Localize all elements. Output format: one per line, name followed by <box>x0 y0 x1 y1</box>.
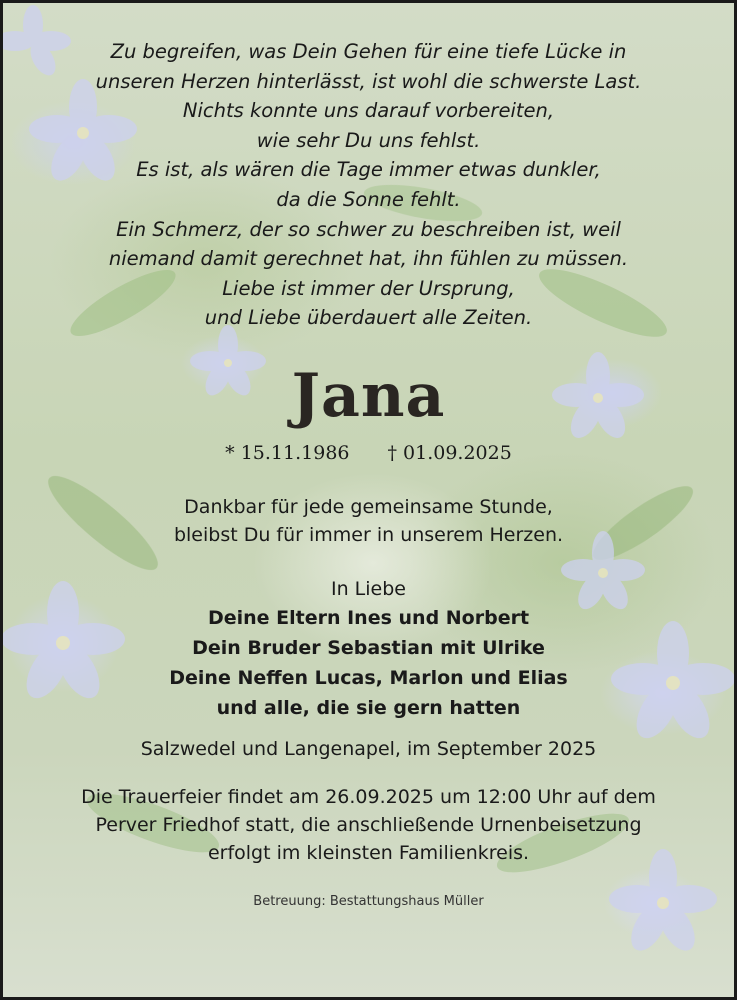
poem-line: da die Sonne fehlt. <box>276 187 461 211</box>
notice-content <box>3 3 734 911</box>
life-dates <box>3 441 734 465</box>
family-line: und alle, die sie gern hatten <box>216 696 521 719</box>
thanks-text <box>3 493 734 549</box>
place-date: Salzwedel und Langenapel, im September 2025 <box>140 737 597 760</box>
thanks-line: Dankbar für jede gemeinsame Stunde, <box>184 495 553 518</box>
poem-line: Zu begreifen, was Dein Gehen für eine tiefe Lücke in <box>110 40 627 63</box>
poem-line: Liebe ist immer der Ursprung, <box>222 276 515 300</box>
birth-date: * 15.11.1986 <box>225 441 350 464</box>
family-line: Deine Eltern Ines und Norbert <box>207 606 530 629</box>
death-date: † 01.09.2025 <box>387 441 512 464</box>
poem-line: unseren Herzen hinterlässt, ist wohl die schwerste Last. <box>95 69 642 93</box>
funeral-line: erfolgt im kleinsten Familienkreis. <box>207 841 530 864</box>
family-line: Deine Neffen Lucas, Marlon und Elias <box>169 666 568 689</box>
poem-line: wie sehr Du uns fehlst. <box>256 128 481 152</box>
family-line: Dein Bruder Sebastian mit Ulrike <box>192 636 545 659</box>
thanks-line: bleibst Du für immer in unserem Herzen. <box>173 523 564 546</box>
poem-line: Nichts konnte uns darauf vorbereiten, <box>182 99 555 123</box>
funeral-line: Perver Friedhof statt, die anschließende Urnenbeisetzung <box>95 813 642 836</box>
poem-line: Es ist, als wären die Tage immer etwas dunkler, <box>136 158 601 182</box>
family-list <box>3 603 734 723</box>
funeral-info <box>3 783 734 867</box>
family-intro: In Liebe <box>331 577 406 600</box>
poem <box>3 37 734 333</box>
deceased-name: Jana <box>291 360 446 431</box>
poem-line: niemand damit gerechnet hat, ihn fühlen zu müssen. <box>108 247 629 271</box>
funeral-home-credit: Betreuung: Bestattungshaus Müller <box>253 893 484 909</box>
poem-line: Ein Schmerz, der so schwer zu beschreiben ist, weil <box>116 217 621 241</box>
funeral-line: Die Trauerfeier findet am 26.09.2025 um 12:00 Uhr auf dem <box>81 785 656 808</box>
poem-line: und Liebe überdauert alle Zeiten. <box>204 306 533 330</box>
